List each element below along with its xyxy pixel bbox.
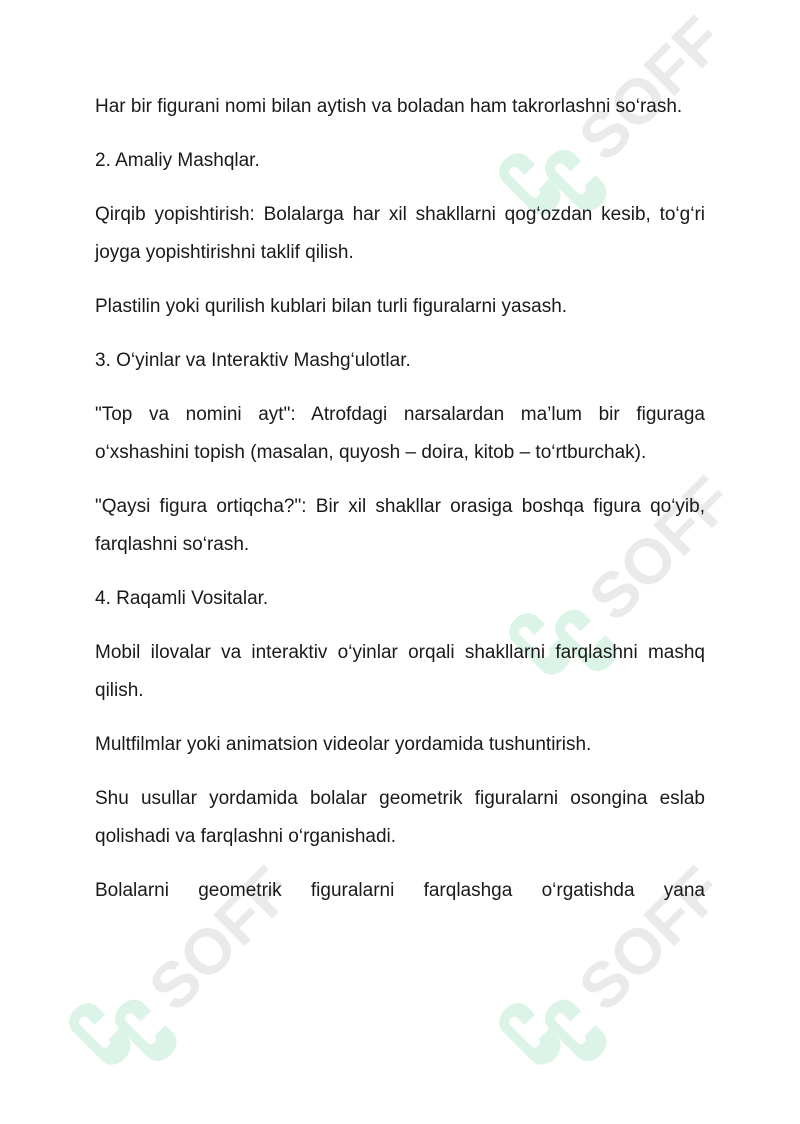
document-body [95, 88, 705, 926]
soff-logo-text: SOFF [134, 852, 307, 1025]
heading-games-interactive: 3. O‘yinlar va Interaktiv Mashg‘ulotlar. [95, 350, 411, 371]
paragraph-cut-and-paste: Qirqib yopishtirish: Bolalarga har xil shakllarni qog‘ozdan kesib, to‘g‘ri joyga yopishtirishni taklif qilish. [95, 204, 705, 263]
paragraph-mobile-apps: Mobil ilovalar va interaktiv o‘yinlar orqali shakllarni farqlashni mashq qilish. [95, 642, 705, 701]
soff-logo-icon [493, 972, 613, 1092]
heading-digital-tools: 4. Raqamli Vositalar. [95, 588, 269, 609]
paragraph-find-and-name-game: "Top va nomini ayt": Atrofdagi narsalardan ma’lum bir figuraga o‘xshashini topish (masalan, quyosh – doira, kitob – to‘rtburchak). [95, 404, 705, 463]
paragraph-odd-one-out-game: "Qaysi figura ortiqcha?": Bir xil shakllar orasiga boshqa figura qo‘yib, farqlashni so‘rash. [95, 496, 705, 555]
soff-logo-text: SOFF [574, 462, 747, 635]
paragraph-summary: Shu usullar yordamida bolalar geometrik figuralarni osongina eslab qolishadi va farqlashni o‘rganishadi. [95, 788, 705, 847]
paragraph-figure-naming: Har bir figurani nomi bilan aytish va boladan ham takrorlashni so‘rash. [95, 96, 683, 117]
paragraph-plasticine-blocks: Plastilin yoki qurilish kublari bilan turli figuralarni yasash. [95, 296, 568, 317]
paragraph-continued: Bolalarni geometrik figuralarni farqlashga o‘rgatishda yana [95, 880, 705, 901]
heading-practical-exercises: 2. Amaliy Mashqlar. [95, 150, 260, 171]
soff-logo-text: SOFF [564, 852, 737, 1025]
soff-logo-text: SOFF [564, 2, 737, 175]
paragraph-cartoons-videos: Multfilmlar yoki animatsion videolar yordamida tushuntirish. [95, 734, 592, 755]
soff-logo-icon [63, 972, 183, 1092]
